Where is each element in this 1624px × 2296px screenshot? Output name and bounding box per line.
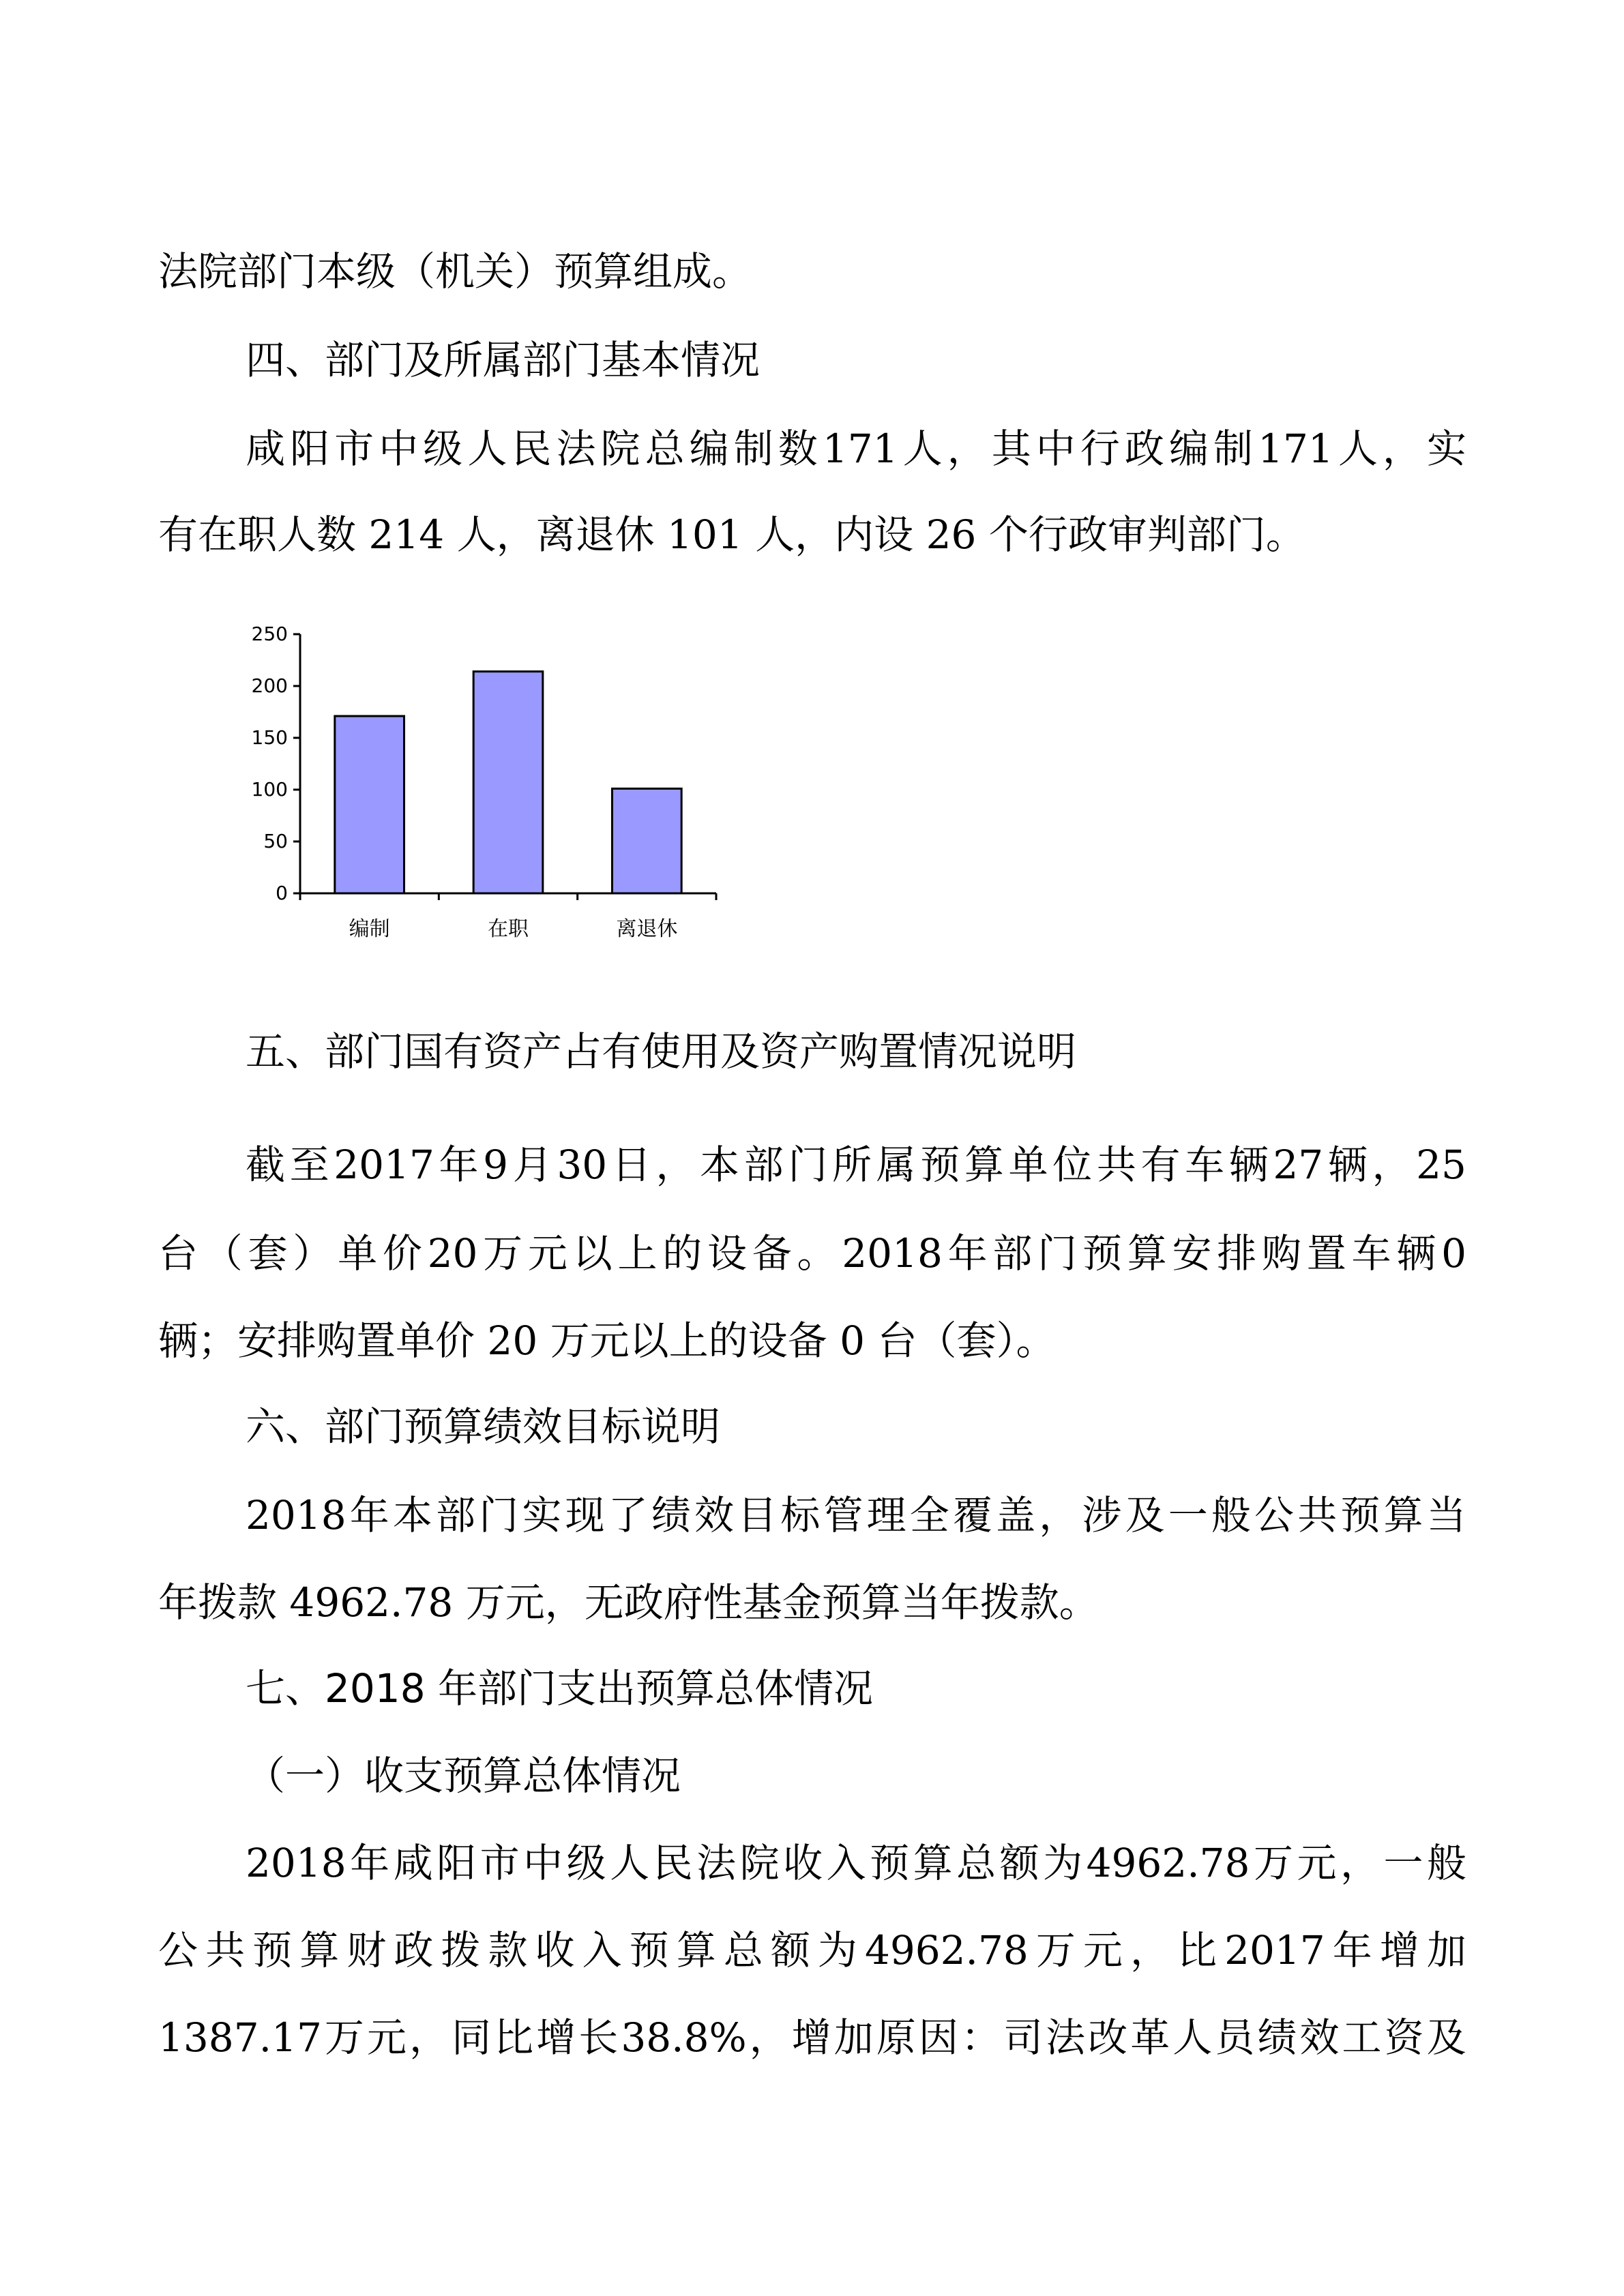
- text-token: 法: [556, 426, 596, 472]
- text-token: 门: [479, 1492, 519, 1538]
- text-token: 2018: [246, 1492, 346, 1538]
- text-token: 年: [350, 1840, 390, 1886]
- text-token: 辆: [1327, 1142, 1368, 1188]
- paragraph-assets-line-2: [158, 1226, 1466, 1281]
- y-tick-label: 0: [276, 882, 288, 904]
- text-token: 全: [909, 1492, 949, 1538]
- text-token: 阳: [437, 1840, 477, 1886]
- text-token: 至: [289, 1142, 329, 1188]
- text-token: 截: [246, 1142, 286, 1188]
- text-token: 入: [826, 1840, 866, 1886]
- text-token: ，: [1039, 1492, 1079, 1538]
- text-token: 2018: [246, 1840, 346, 1886]
- text-token: 了: [608, 1492, 648, 1538]
- text-token: 人: [610, 1840, 650, 1886]
- x-category-label: 在职: [488, 917, 529, 941]
- text-token: 总: [723, 1927, 763, 1973]
- text-token: 数: [778, 426, 818, 472]
- text-token: 9: [483, 1142, 509, 1188]
- text-token: 万: [324, 2014, 364, 2061]
- text-token: ，: [1372, 1142, 1412, 1188]
- text-token: 一: [1383, 1840, 1423, 1886]
- text-token: 辆: [1228, 1142, 1269, 1188]
- text-token: 月: [512, 1142, 552, 1188]
- text-token: 预: [870, 1840, 910, 1886]
- text-token: 院: [600, 426, 640, 472]
- text-token: 本: [700, 1142, 740, 1188]
- text-token: 年: [1332, 1927, 1372, 1973]
- text-token: 标: [780, 1492, 821, 1538]
- text-token: 中: [523, 1840, 563, 1886]
- text-token: ，: [1340, 1840, 1380, 1886]
- text-token: 制: [733, 426, 773, 472]
- text-token: 门: [788, 1142, 828, 1188]
- text-token: 总: [956, 1840, 996, 1886]
- text-token: 因: [918, 2014, 958, 2061]
- text-token: 部: [436, 1492, 476, 1538]
- x-category-label: 编制: [349, 917, 390, 941]
- x-category-label: 离退休: [616, 917, 678, 941]
- text-token: 比: [494, 2014, 534, 2061]
- text-token: 元: [1082, 1927, 1123, 1973]
- text-token: 咸: [246, 426, 286, 472]
- text-token: 额: [770, 1927, 810, 1973]
- text-token: 价: [382, 1230, 422, 1277]
- text-token: 当: [1426, 1492, 1466, 1538]
- text-token: 市: [334, 426, 374, 472]
- text-token: 额: [999, 1840, 1039, 1886]
- paragraph-budget-line-2: [158, 1923, 1466, 1978]
- text-token: 元: [527, 1230, 567, 1277]
- text-token: 部: [992, 1230, 1033, 1277]
- text-token: 级: [423, 426, 463, 472]
- paragraph-staff-line-1: [246, 421, 1466, 476]
- text-token: ，: [947, 426, 987, 472]
- text-token: 编: [689, 426, 729, 472]
- paragraph-budget-line-1: [246, 1836, 1466, 1890]
- text-token: 共: [205, 1927, 246, 1973]
- text-token: 4962.78: [1086, 1840, 1250, 1886]
- text-token: 年: [947, 1230, 988, 1277]
- text-token: 算: [964, 1142, 1004, 1188]
- paragraph-intro-end: 法院部门本级（机关）预算组成。: [158, 248, 752, 295]
- text-token: 编: [1168, 426, 1209, 472]
- text-token: 台: [158, 1230, 198, 1277]
- text-token: 以: [572, 1230, 612, 1277]
- text-token: 一: [1168, 1492, 1208, 1538]
- text-token: 增: [536, 2014, 576, 2061]
- text-token: 司: [1003, 2014, 1044, 2061]
- text-token: 绩: [1257, 2014, 1297, 2061]
- text-token: 38.8%: [621, 2014, 747, 2061]
- bar-2: [473, 672, 543, 893]
- text-token: 拨: [441, 1927, 481, 1973]
- text-token: 中: [379, 426, 419, 472]
- text-token: 收: [535, 1927, 575, 1973]
- text-token: 安: [1172, 1230, 1212, 1277]
- text-token: 收: [783, 1840, 823, 1886]
- text-token: 所: [831, 1142, 872, 1188]
- text-token: 20: [427, 1230, 478, 1277]
- text-token: 覆: [952, 1492, 992, 1538]
- text-token: ，: [655, 1142, 696, 1188]
- paragraph-assets-line-1: [246, 1137, 1466, 1192]
- text-token: ，: [1130, 1927, 1170, 1973]
- text-token: 属: [876, 1142, 916, 1188]
- text-token: 27: [1273, 1142, 1324, 1188]
- text-token: 中: [1035, 426, 1076, 472]
- y-tick-label: 150: [251, 726, 288, 749]
- text-token: 上: [617, 1230, 658, 1277]
- text-token: 套: [248, 1230, 288, 1277]
- staff-bar-chart: [251, 621, 832, 968]
- text-token: ）: [293, 1230, 333, 1277]
- text-token: 人: [467, 426, 507, 472]
- text-token: 比: [1177, 1927, 1217, 1973]
- text-token: 绩: [651, 1492, 691, 1538]
- text-token: 2017: [334, 1142, 434, 1188]
- text-token: 理: [866, 1492, 906, 1538]
- text-token: 万: [483, 1230, 523, 1277]
- y-tick-label: 100: [251, 778, 288, 801]
- text-token: 预: [1340, 1492, 1381, 1538]
- text-token: 总: [645, 426, 685, 472]
- text-token: 30: [557, 1142, 608, 1188]
- text-token: 管: [823, 1492, 863, 1538]
- text-token: 及: [1125, 1492, 1165, 1538]
- text-token: 备: [752, 1230, 792, 1277]
- text-token: 设: [707, 1230, 747, 1277]
- text-token: 目: [737, 1492, 778, 1538]
- text-token: 2017: [1224, 1927, 1325, 1973]
- text-token: 公: [158, 1927, 198, 1973]
- bar-3: [612, 788, 682, 893]
- y-tick-label: 50: [263, 830, 288, 852]
- text-token: 共: [1096, 1142, 1136, 1188]
- text-token: 盖: [996, 1492, 1036, 1538]
- text-token: 增: [791, 2014, 831, 2061]
- text-token: 实: [522, 1492, 562, 1538]
- subsection-heading-7-1: （一）收支预算总体情况: [246, 1753, 681, 1799]
- text-token: 算: [299, 1927, 340, 1973]
- text-token: 年: [439, 1142, 479, 1188]
- text-token: 单: [1008, 1142, 1048, 1188]
- text-token: 制: [1213, 426, 1254, 472]
- paragraph-assets-line-3: 辆；安排购置单价 20 万元以上的设备 0 台（套）。: [158, 1317, 1056, 1364]
- text-token: 算: [913, 1840, 953, 1886]
- section-heading-4: 四、部门及所属部门基本情况: [246, 337, 761, 383]
- text-token: 排: [1217, 1230, 1257, 1277]
- text-token: 般: [1426, 1840, 1466, 1886]
- text-token: 效: [694, 1492, 735, 1538]
- text-token: 单: [338, 1230, 378, 1277]
- text-token: 元: [366, 2014, 407, 2061]
- text-token: 171: [1258, 426, 1333, 472]
- text-token: 171: [822, 426, 898, 472]
- text-token: 预: [1082, 1230, 1122, 1277]
- text-token: 算: [1383, 1492, 1423, 1538]
- text-token: 其: [991, 426, 1031, 472]
- text-token: 民: [653, 1840, 693, 1886]
- text-token: ，: [1382, 426, 1422, 472]
- text-token: 实: [1426, 426, 1466, 472]
- text-token: 置: [1306, 1230, 1346, 1277]
- paragraph-perf-line-1: [246, 1488, 1466, 1542]
- text-token: 门: [1037, 1230, 1078, 1277]
- text-token: 为: [1043, 1840, 1083, 1886]
- text-token: 日: [611, 1142, 651, 1188]
- y-tick-label: 250: [251, 623, 288, 645]
- text-token: 部: [743, 1142, 784, 1188]
- text-token: 同: [452, 2014, 492, 2061]
- text-token: 及: [1426, 2014, 1466, 2061]
- text-token: 算: [676, 1927, 716, 1973]
- text-token: ：: [960, 2014, 1001, 2061]
- text-token: 工: [1342, 2014, 1382, 2061]
- text-token: 预: [629, 1927, 669, 1973]
- text-token: 阳: [290, 426, 330, 472]
- text-token: 院: [739, 1840, 780, 1886]
- text-token: 法: [1046, 2014, 1086, 2061]
- text-token: 0: [1441, 1230, 1466, 1277]
- text-token: 资: [1384, 2014, 1424, 2061]
- text-token: 本: [392, 1492, 432, 1538]
- text-token: 元: [1297, 1840, 1337, 1886]
- section-heading-5: 五、部门国有资产占有使用及资产购置情况说明: [246, 1028, 1077, 1075]
- text-token: 的: [662, 1230, 703, 1277]
- y-tick-label: 200: [251, 674, 288, 697]
- text-token: 预: [252, 1927, 293, 1973]
- text-token: 款: [488, 1927, 528, 1973]
- section-heading-7: 七、2018 年部门支出预算总体情况: [246, 1665, 874, 1712]
- text-token: 市: [479, 1840, 520, 1886]
- text-token: 4962.78: [864, 1927, 1029, 1973]
- text-token: 人: [1338, 426, 1378, 472]
- text-token: 加: [1426, 1927, 1466, 1973]
- text-token: 涉: [1082, 1492, 1122, 1538]
- bar-1: [335, 716, 404, 893]
- text-token: 政: [1124, 426, 1164, 472]
- text-token: 车: [1185, 1142, 1225, 1188]
- text-token: 万: [1035, 1927, 1076, 1973]
- text-token: 1387.17: [158, 2014, 322, 2061]
- text-token: 加: [833, 2014, 874, 2061]
- text-token: 。: [797, 1230, 837, 1277]
- paragraph-perf-line-2: 年拨款 4962.78 万元，无政府性基金预算当年拨款。: [158, 1579, 1099, 1626]
- text-token: 算: [1127, 1230, 1167, 1277]
- text-token: 民: [512, 426, 552, 472]
- text-token: 增: [1379, 1927, 1419, 1973]
- text-token: 共: [1297, 1492, 1338, 1538]
- text-token: 位: [1052, 1142, 1093, 1188]
- text-token: 人: [902, 426, 943, 472]
- text-token: 现: [565, 1492, 605, 1538]
- text-token: 预: [920, 1142, 960, 1188]
- text-token: 法: [696, 1840, 737, 1886]
- text-token: 公: [1254, 1492, 1295, 1538]
- text-token: 有: [1140, 1142, 1181, 1188]
- text-token: 2018: [842, 1230, 943, 1277]
- text-token: 般: [1211, 1492, 1251, 1538]
- text-token: 财: [346, 1927, 387, 1973]
- text-token: ，: [409, 2014, 449, 2061]
- text-token: ，: [749, 2014, 789, 2061]
- text-token: 政: [394, 1927, 434, 1973]
- text-token: 原: [876, 2014, 916, 2061]
- text-token: 为: [817, 1927, 857, 1973]
- text-token: 革: [1130, 2014, 1170, 2061]
- text-token: 级: [566, 1840, 606, 1886]
- text-token: 效: [1299, 2014, 1340, 2061]
- text-token: 购: [1262, 1230, 1302, 1277]
- section-heading-6: 六、部门预算绩效目标说明: [246, 1403, 721, 1450]
- text-token: 25: [1416, 1142, 1466, 1188]
- text-token: 长: [578, 2014, 619, 2061]
- text-token: 万: [1253, 1840, 1293, 1886]
- text-token: 咸: [393, 1840, 433, 1886]
- paragraph-budget-line-3: [158, 2010, 1466, 2065]
- text-token: 改: [1088, 2014, 1128, 2061]
- text-token: （: [203, 1230, 243, 1277]
- text-token: 入: [582, 1927, 622, 1973]
- text-token: 年: [349, 1492, 389, 1538]
- text-token: 员: [1215, 2014, 1255, 2061]
- text-token: 人: [1172, 2014, 1213, 2061]
- text-token: 行: [1080, 426, 1120, 472]
- text-token: 辆: [1396, 1230, 1436, 1277]
- text-token: 车: [1351, 1230, 1391, 1277]
- paragraph-staff-line-2: 有在职人数 214 人，离退休 101 人，内设 26 个行政审判部门。: [158, 511, 1305, 558]
